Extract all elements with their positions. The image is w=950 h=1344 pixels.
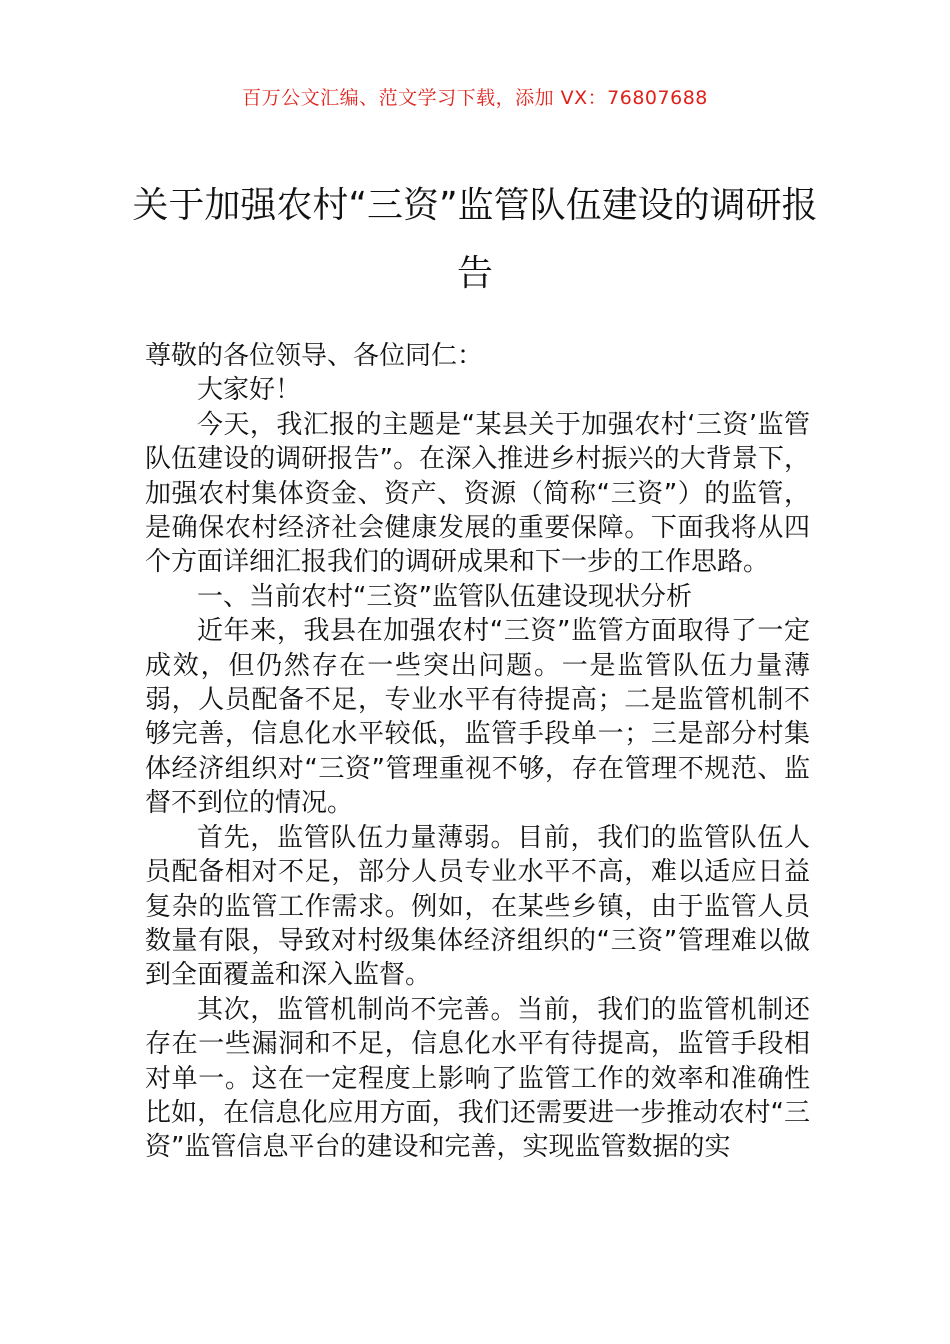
intro-paragraph: 今天，我汇报的主题是“某县关于加强农村‘三资’监管队伍建设的调研报告”。在深入推进乡村振兴的大背景下，加强农村集体资金、资产、资源（简称“三资”）的监管，是确保农村经济社会健康发展的重要保障。下面我将从四个方面详细汇报我们的调研成果和下一步的工作思路。 (145, 409, 810, 578)
body-paragraph: 首先，监管队伍力量薄弱。目前，我们的监管队伍人员配备相对不足，部分人员专业水平不高，难以适应日益复杂的监管工作需求。例如，在某些乡镇，由于监管人员数量有限，导致对村级集体经济组织的“三资”管理难以做到全面覆盖和深入监督。 (145, 822, 810, 991)
greeting-paragraph: 大家好！ (197, 375, 302, 406)
section-heading: 一、当前农村“三资”监管队伍建设现状分析 (197, 581, 692, 612)
salutation: 尊敬的各位领导、各位同仁： (145, 341, 484, 371)
body-paragraph: 近年来，我县在加强农村“三资”监管方面取得了一定成效，但仍然存在一些突出问题。一是监管队伍力量薄弱，人员配备不足，专业水平有待提高；二是监管机制不够完善，信息化水平较低，监管手段单一；三是部分村集体经济组织对“三资”管理重视不够，存在管理不规范、监督不到位的情况。 (145, 616, 810, 819)
body-paragraph: 其次，监管机制尚不完善。当前，我们的监管机制还存在一些漏洞和不足，信息化水平有待提高，监管手段相对单一。这在一定程度上影响了监管工作的效率和准确性比如，在信息化应用方面，我们还需要进一步推动农村“三资”监管信息平台的建设和完善，实现监管数据的实 (145, 994, 810, 1163)
document-body (145, 339, 810, 1165)
document-title: 关于加强农村“三资”监管队伍建设的调研报告 (132, 185, 818, 294)
promo-banner: 百万公文汇编、范文学习下载，添加 VX：76807688 (242, 87, 708, 109)
